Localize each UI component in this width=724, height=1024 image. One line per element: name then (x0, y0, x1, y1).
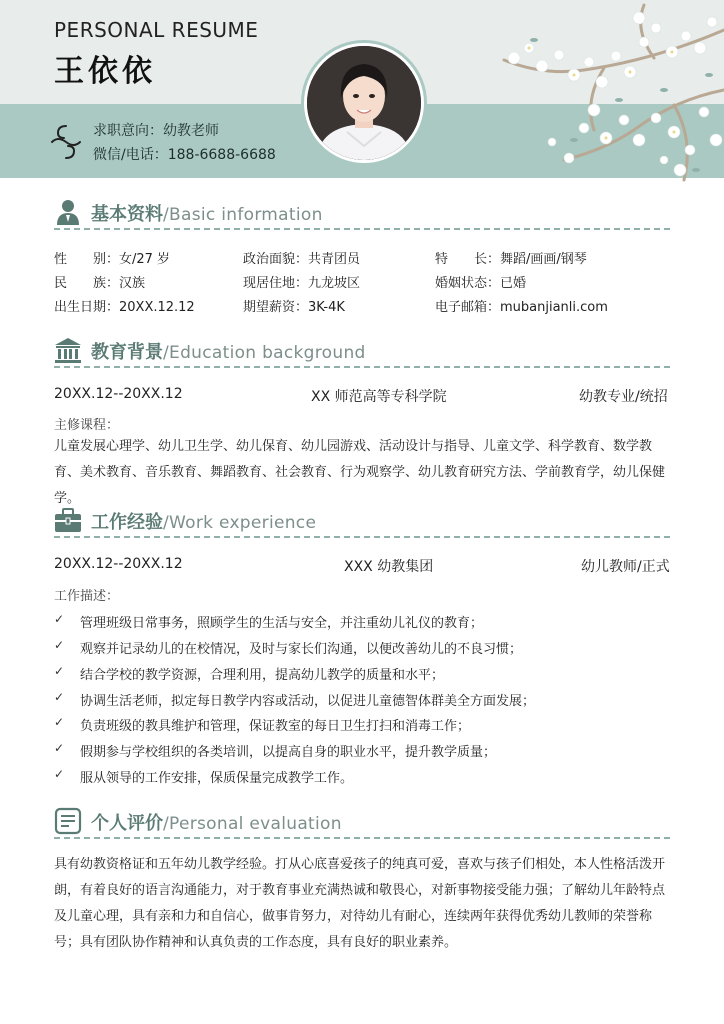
courses-label: 主修课程： (54, 418, 120, 433)
info-skills: 特 长：舞蹈/画画/钢琴 (435, 252, 587, 267)
work-company: XXX 幼教集团 (344, 559, 434, 575)
check-icon: ✓ (54, 690, 65, 704)
work-desc-label: 工作描述： (54, 589, 120, 604)
job-intent: 求职意向：幼教老师 (93, 123, 219, 139)
info-residence: 现居住地：九龙坡区 (243, 276, 361, 291)
work-item: 结合学校的教学资源，合理利用，提高幼儿教学的质量和水平； (80, 668, 445, 683)
section-education-header (54, 336, 670, 368)
candidate-name: 王依依 (54, 54, 156, 89)
check-icon: ✓ (54, 638, 65, 652)
info-email[interactable]: 电子邮箱：mubanjianli.com (435, 300, 608, 315)
section-education-subtitle: /Education background (163, 343, 366, 363)
school-building-icon (54, 336, 82, 364)
work-position: 幼儿教师/正式 (581, 559, 670, 575)
work-period: 20XX.12--20XX.12 (54, 556, 183, 572)
info-ethnicity: 民 族：汉族 (54, 276, 146, 291)
english-title: PERSONAL RESUME (54, 18, 259, 42)
info-birthdate: 出生日期：20XX.12.12 (54, 300, 195, 315)
education-period: 20XX.12--20XX.12 (54, 386, 183, 402)
work-item: 管理班级日常事务，照顾学生的生活与安全，并注重幼儿礼仪的教育； (80, 616, 484, 631)
check-icon: ✓ (54, 612, 65, 626)
work-item: 假期参与学校组织的各类培训，以提高自身的职业水平，提升教学质量； (80, 745, 497, 760)
divider (54, 536, 670, 538)
divider (54, 366, 670, 368)
section-work-subtitle: /Work experience (163, 513, 317, 533)
section-evaluation-title: 个人评价 (91, 813, 163, 834)
section-evaluation-header (54, 807, 670, 839)
contact-phone: 微信/电话：188-6688-6688 (93, 147, 276, 163)
check-icon: ✓ (54, 741, 65, 755)
education-major: 幼教专业/统招 (579, 389, 668, 405)
education-school: XX 师范高等专科学院 (311, 389, 447, 405)
avatar (307, 46, 421, 160)
notepad-icon (54, 807, 82, 835)
info-marital: 婚姻状态：已婚 (435, 276, 527, 291)
section-work-title: 工作经验 (91, 512, 163, 533)
section-basic-header (54, 198, 670, 230)
courses-text: 儿童发展心理学、幼儿卫生学、幼儿保育、幼儿园游戏、活动设计与指导、儿童文学、科学教育、数学教育、美术教育、音乐教育、舞蹈教育、社会教育、行为观察学、幼儿教育研究方法、学前教育学，幼儿保健学。 (54, 439, 666, 506)
work-item: 观察并记录幼儿的在校情况，及时与家长们沟通，以便改善幼儿的不良习惯； (80, 642, 523, 657)
section-basic-title: 基本资料 (91, 204, 163, 225)
work-item: 负责班级的教具维护和管理，保证教室的每日卫生打扫和消毒工作； (80, 719, 471, 734)
check-icon: ✓ (54, 715, 65, 729)
evaluation-text: 具有幼教资格证和五年幼儿教学经验。打从心底喜爱孩子的纯真可爱，喜欢与孩子们相处，本人性格活泼开朗，有着良好的语言沟通能力，对于教育事业充满热诚和敬畏心，对新事物接受能力强；了解幼儿年龄特点及儿童心理，具有亲和力和自信心，做事肯努力，对待幼儿有耐心，连续两年获得优秀幼儿教师的荣誉称号；具有团队协作精神和认真负责的工作态度，具有良好的职业素养。 (54, 857, 666, 950)
check-icon: ✓ (54, 767, 65, 781)
section-basic-subtitle: /Basic information (163, 205, 323, 225)
work-item: 服从领导的工作安排，保质保量完成教学工作。 (80, 771, 354, 786)
briefcase-icon (54, 506, 82, 534)
divider (54, 228, 670, 230)
info-salary: 期望薪资：3K-4K (243, 300, 345, 315)
check-icon: ✓ (54, 664, 65, 678)
info-political: 政治面貌：共青团员 (243, 252, 361, 267)
blossom-branch-decoration (434, 0, 724, 200)
section-evaluation-subtitle: /Personal evaluation (163, 814, 342, 834)
person-icon (54, 198, 82, 226)
info-gender: 性 别：女/27 岁 (54, 252, 171, 267)
divider (54, 837, 670, 839)
section-work-header (54, 506, 670, 538)
scroll-ornament-icon (48, 122, 84, 162)
section-education-title: 教育背景 (91, 342, 163, 363)
work-item: 协调生活老师，拟定每日教学内容或活动，以促进儿童德智体群美全方面发展； (80, 694, 536, 709)
